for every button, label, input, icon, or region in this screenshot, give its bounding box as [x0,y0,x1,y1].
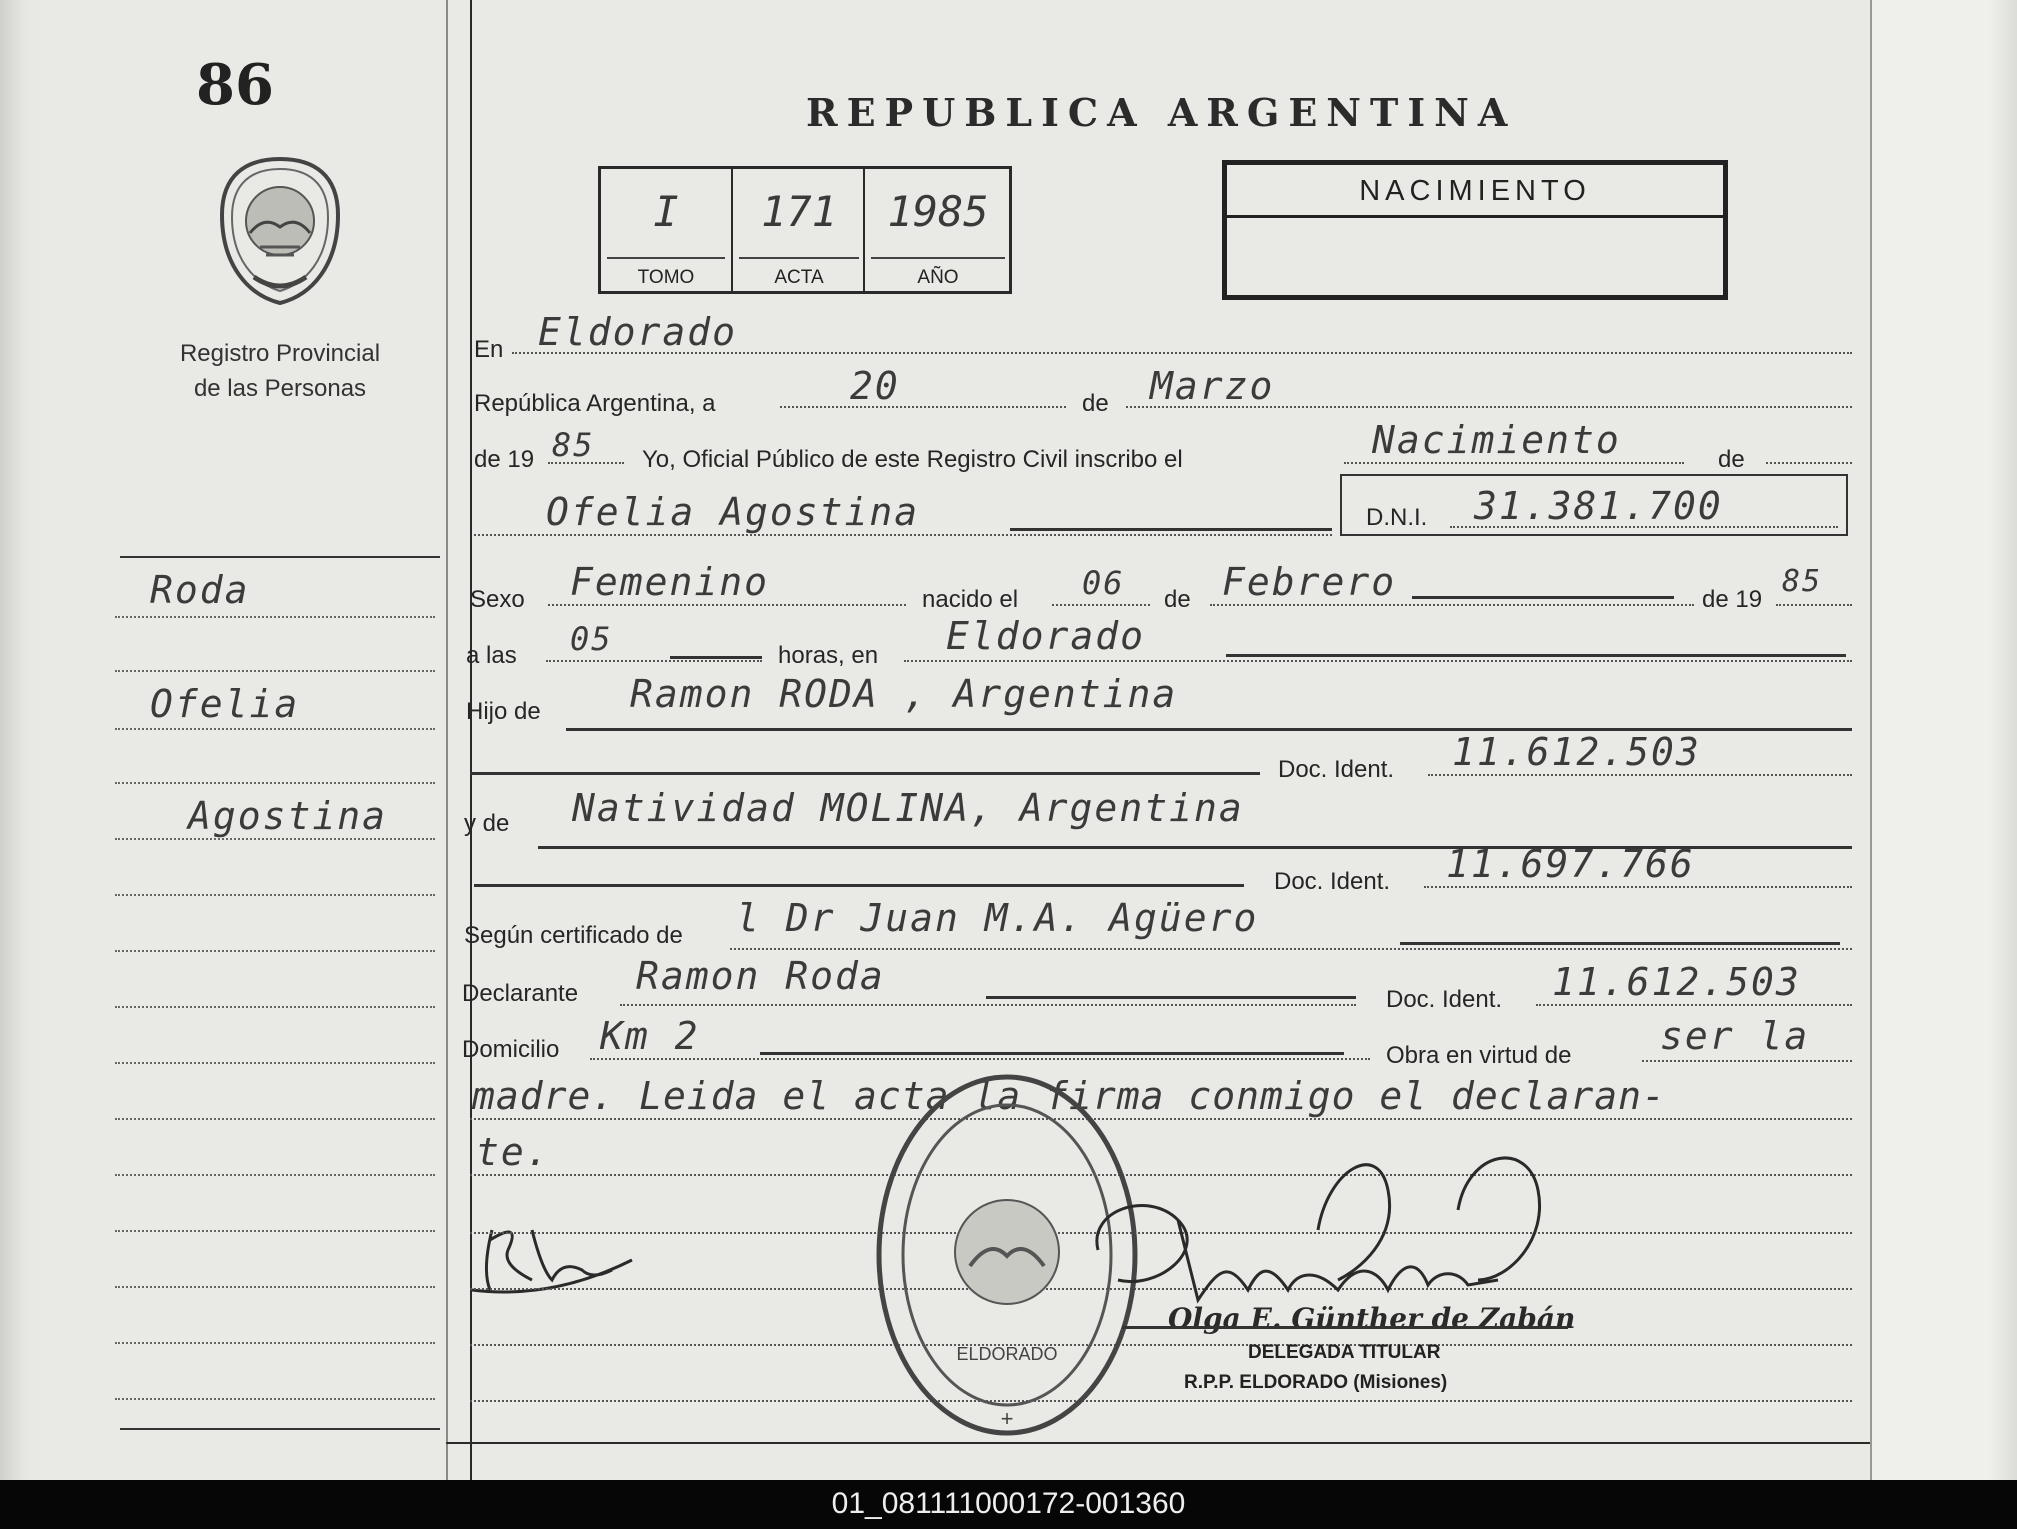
note-line-1 [470,1118,1852,1120]
certificate-line [730,948,1852,950]
hour-line [546,660,762,662]
mother-doc-label: Doc. Ident. [1274,868,1391,895]
registry-line-2: de las Personas [193,375,367,402]
sex-label: Sexo [470,586,525,613]
sidebar-line [115,782,435,784]
event-tail-line [1766,462,1852,464]
note-text-1: madre. Leida el acta la firma conmigo el declaran- [472,1074,1666,1118]
next-page-edge [1870,0,2017,1480]
child-name: Ofelia Agostina [546,490,920,534]
dni-label: D.N.I. [1366,504,1428,531]
page-number: 86 [196,52,274,118]
mother-doc-line [1424,886,1852,888]
event-de-label: de [1718,446,1745,473]
father-doc-prefix-line [470,772,1260,775]
month-value: Marzo [1150,364,1275,408]
sidebar-line [115,728,435,730]
son-of-label: Hijo de [466,698,541,725]
official-role: DELEGADA TITULAR [1248,1342,1441,1363]
declarant-value: Ramon Roda [636,954,885,998]
birth-month-dash [1412,596,1674,599]
at-label: a las [466,642,517,669]
blank-line [470,1344,1852,1346]
official-name: Olga E. Günther de Zabán [1168,1302,1576,1335]
sidebar-bottom-rule [120,1428,440,1430]
sidebar-surname: Roda [150,568,250,612]
official-name-rule [1122,1326,1568,1329]
birthplace-dash [1226,654,1846,657]
tomo-cell [601,169,731,291]
sidebar-line [115,1342,435,1344]
born-label: nacido el [922,586,1019,613]
father-value: Ramon RODA , Argentina [630,672,1178,716]
sidebar-top-rule [120,556,440,558]
acta-cell [731,169,865,291]
bottom-rule [446,1442,1870,1444]
address-value: Km 2 [600,1014,700,1058]
hour-dash [670,656,762,659]
declarant-label: Declarante [462,980,579,1007]
sidebar-line [115,950,435,952]
sidebar-middle-name: Agostina [188,794,388,838]
en-label: En [474,336,504,363]
tomo-label: TOMO [637,267,695,288]
year-prefix: de 19 [474,446,535,473]
birth-month-line [1210,604,1694,606]
address-line [590,1058,1370,1060]
footer-bar [0,1480,2017,1529]
declarant-doc-line [1536,1004,1852,1006]
birth-month: Febrero [1222,560,1397,604]
record-type-box [1222,160,1728,300]
stamp-town: ELDORADO [956,1344,1058,1364]
mother-doc: 11.697.766 [1446,842,1695,886]
dni-box [1340,474,1848,536]
mother-doc-prefix-line [474,884,1244,887]
day-value: 20 [850,364,900,408]
sidebar-line [115,894,435,896]
sidebar-line [115,1062,435,1064]
registry-name [150,336,410,406]
provincial-seal-icon [214,155,346,307]
registry-line-1: Registro Provincial [179,340,381,367]
day-line [780,406,1066,408]
sex-line [548,604,906,606]
birthplace-value: Eldorado [946,614,1146,658]
dni-value: 31.381.700 [1474,484,1723,528]
and-of-label: y de [464,810,510,837]
certificate-label: Según certificado de [464,922,683,949]
event-value: Nacimiento [1372,418,1621,462]
note-text-2: te. [476,1130,551,1174]
father-doc-line [1428,774,1852,776]
birth-year-prefix: de 19 [1702,586,1763,613]
birth-year: 85 [1782,564,1823,599]
birth-day: 06 [1082,564,1125,602]
sidebar-line [115,1006,435,1008]
sidebar-line [115,1398,435,1400]
child-name-dash [1010,528,1332,531]
official-statement: Yo, Oficial Público de este Registro Civil inscribo el [642,446,1183,473]
document-title: REPUBLICA ARGENTINA [806,90,1517,135]
acta-value: 171 [761,187,837,236]
record-box [598,166,1012,294]
sidebar-line [115,616,435,618]
declarant-line [620,1004,1356,1006]
official-office: R.P.P. ELDORADO (Misiones) [1184,1372,1448,1393]
reason-value: ser la [1660,1014,1810,1058]
date-prefix-label: República Argentina, a [474,390,716,417]
ano-label: AÑO [917,267,959,288]
sidebar-line [115,1286,435,1288]
ano-value: 1985 [887,187,989,236]
sidebar-line [115,1230,435,1232]
reason-label: Obra en virtud de [1386,1042,1572,1069]
event-line [1344,462,1684,464]
birth-day-line [1052,604,1150,606]
reason-line [1642,1060,1852,1062]
certificate-value: l Dr Juan M.A. Agüero [736,896,1259,940]
year-value: 85 [552,426,595,464]
sidebar-line [115,670,435,672]
father-doc: 11.612.503 [1452,730,1701,774]
image-identifier: 01_081111000172-001360 [831,1487,1186,1520]
ano-cell [863,169,1011,291]
hour-value: 05 [570,620,613,658]
sex-value: Femenino [570,560,770,604]
father-doc-label: Doc. Ident. [1278,756,1395,783]
certificate-dash [1400,942,1840,945]
record-type: NACIMIENTO [1359,175,1591,207]
child-name-line [474,534,1332,536]
svg-text:+: + [1000,1406,1014,1431]
birth-de-label: de [1164,586,1191,613]
birthplace-line [904,660,1852,662]
address-dash [760,1052,1344,1055]
sidebar-line [115,1174,435,1176]
declarant-doc: 11.612.503 [1552,960,1801,1004]
declarant-dash [986,996,1356,999]
month-de-label: de [1082,390,1109,417]
birth-year-line [1776,604,1852,606]
sidebar-line [115,838,435,840]
mother-value: Natividad MOLINA, Argentina [572,786,1244,830]
tomo-value: I [653,187,679,236]
sidebar-first-name: Ofelia [150,682,300,726]
declarant-doc-label: Doc. Ident. [1386,986,1503,1013]
place-value: Eldorado [538,310,738,354]
acta-label: ACTA [774,267,824,288]
sidebar-line [115,1118,435,1120]
declarant-signature-icon [462,1210,642,1300]
blank-line [470,1400,1852,1402]
binding-spine [0,0,42,1480]
hours-in-label: horas, en [778,642,879,669]
column-rule-outer [446,0,448,1480]
address-label: Domicilio [462,1036,560,1063]
